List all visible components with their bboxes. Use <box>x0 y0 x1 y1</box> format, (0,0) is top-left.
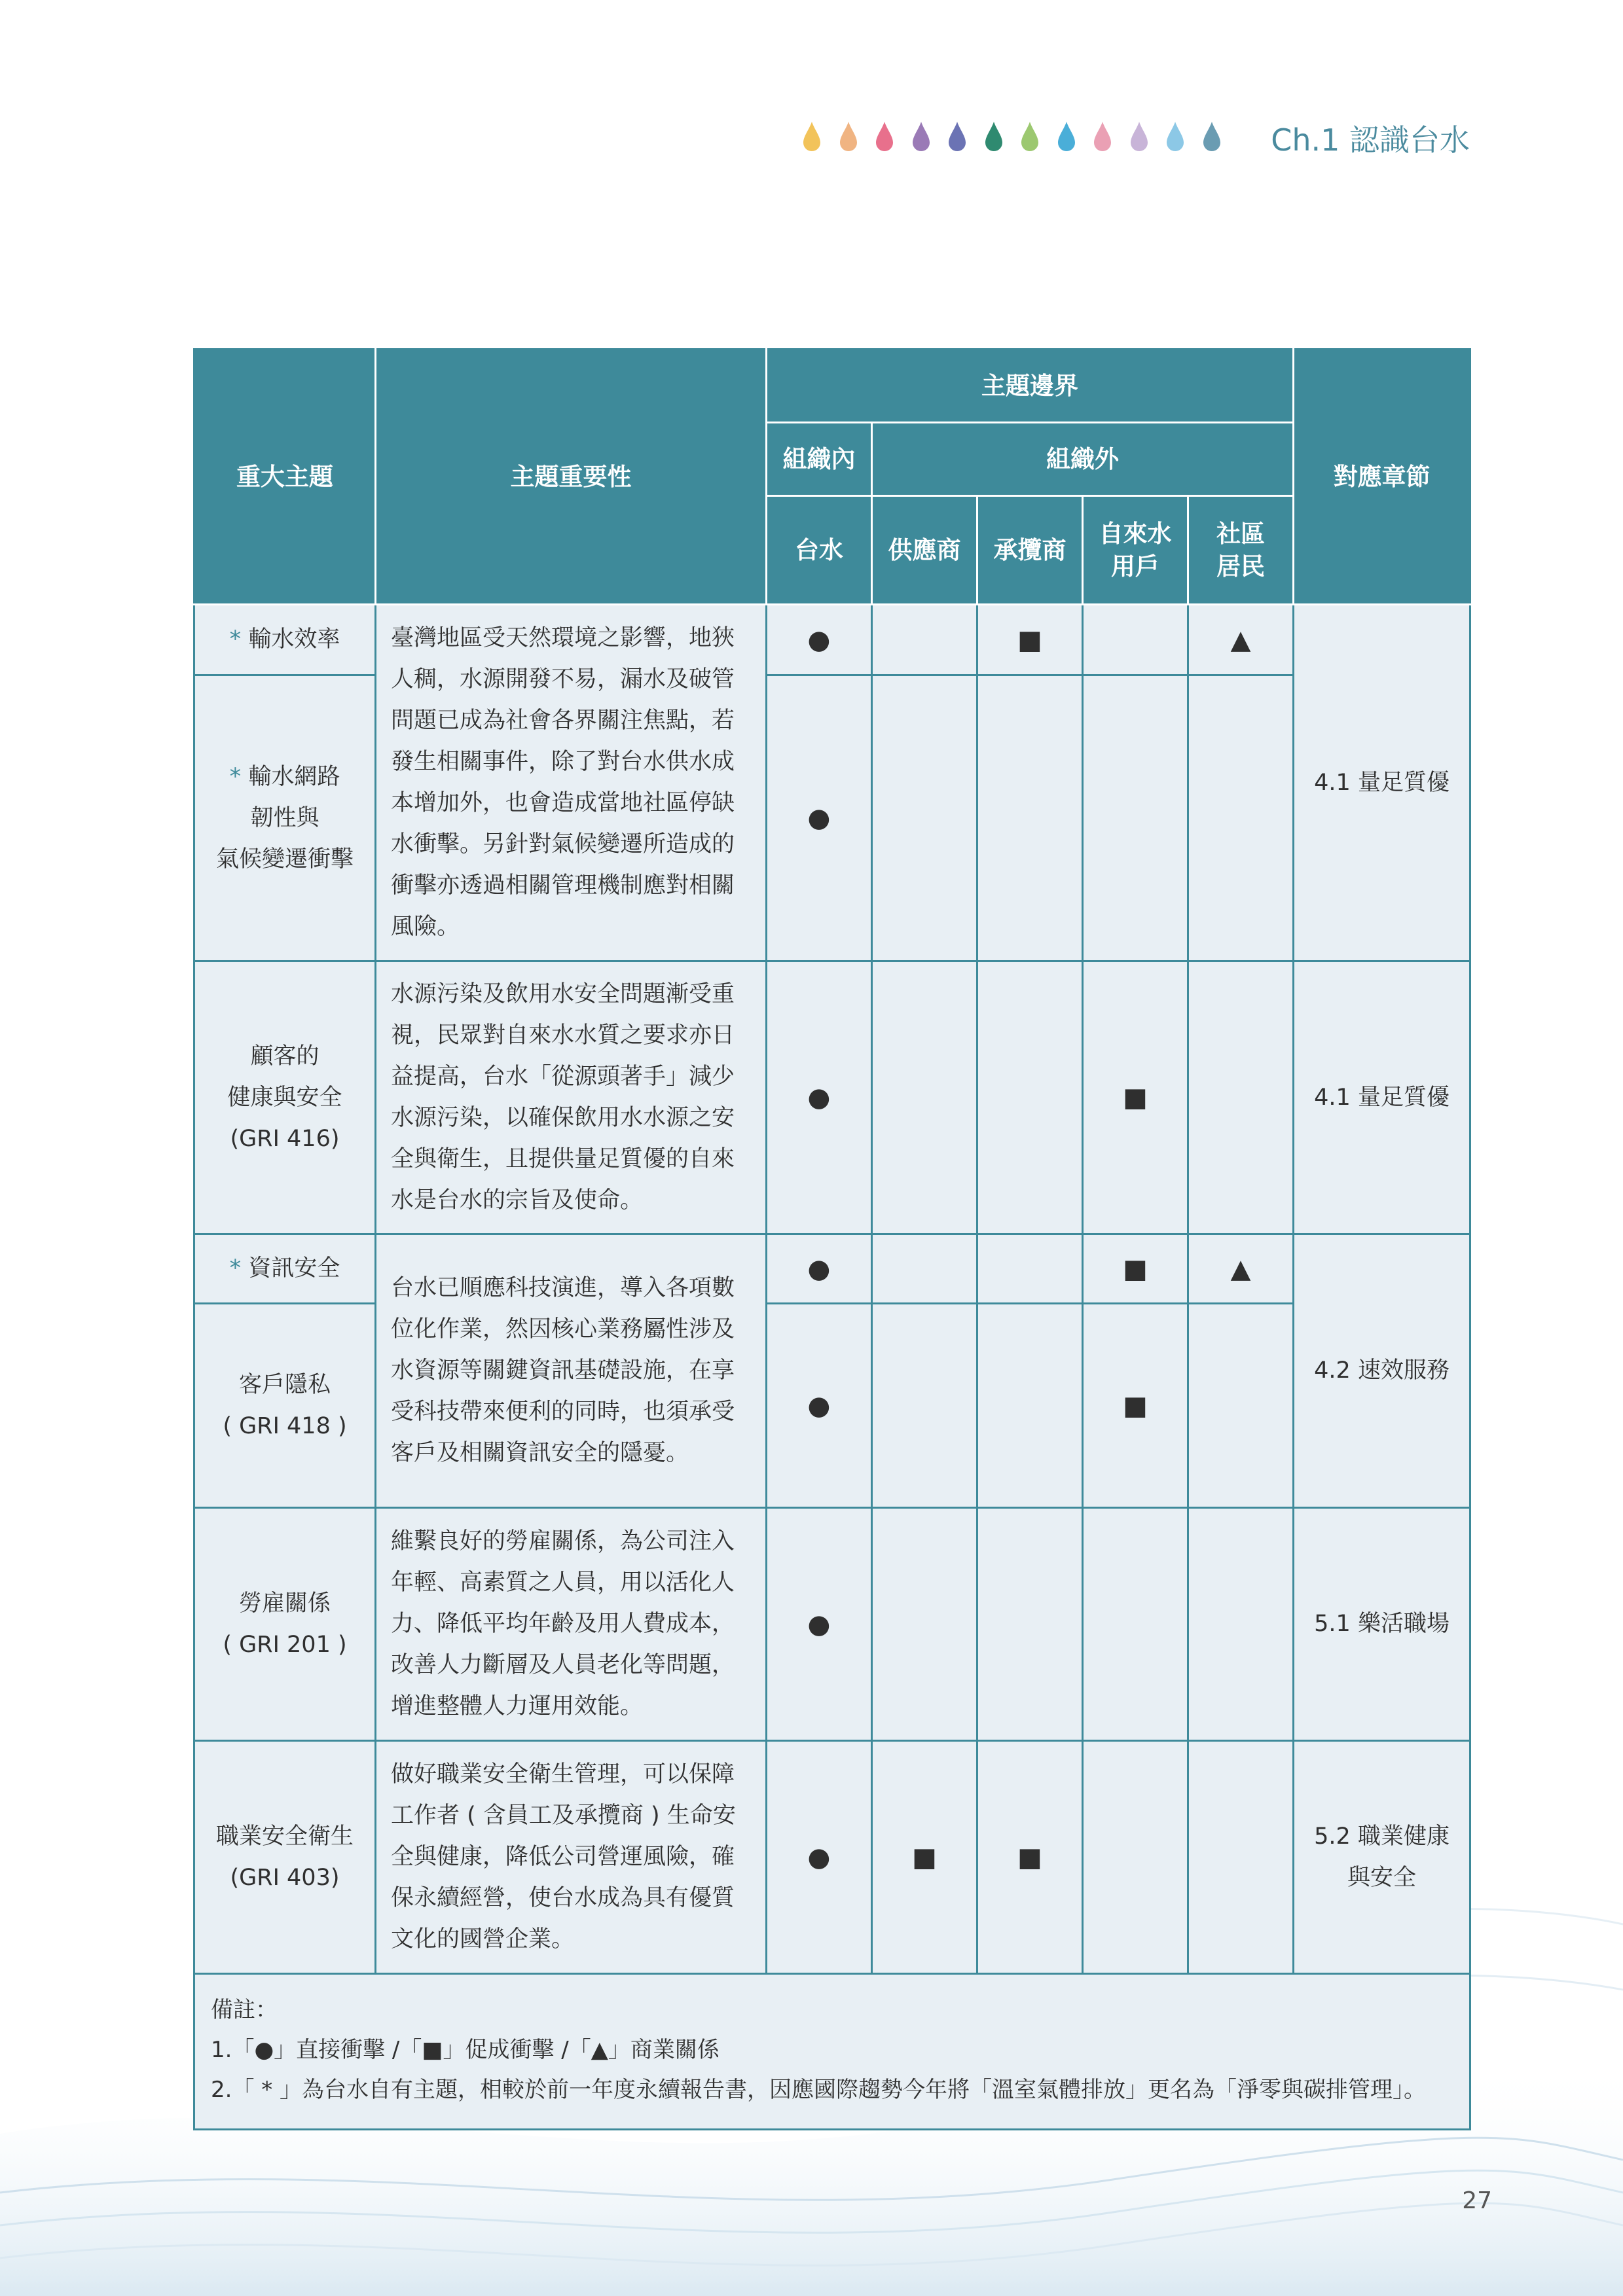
topic-label: 輸水效率 <box>248 626 340 653</box>
importance-description: 臺灣地區受天然環境之影響，地狹人稠，水源開發不易，漏水及破管問題已成為社會各界關注焦點，若發生相關事件，除了對台水供水成本增加外，也會造成當地社區停缺水衝擊。另針對氣候變遷所造成的衝擊亦透過相關管理機制應對相關風險。 <box>376 605 767 961</box>
topic-label: 顧客的 健康與安全 (GRI 416) <box>194 961 376 1234</box>
mark-empty <box>977 675 1083 961</box>
water-drop-icon <box>911 120 931 153</box>
mark-empty <box>1083 1508 1188 1741</box>
mark-empty <box>977 961 1083 1234</box>
mark-circle: ● <box>767 1304 872 1508</box>
water-drop-icon <box>839 120 858 153</box>
mark-circle: ● <box>767 1508 872 1741</box>
mark-square: ■ <box>977 1741 1083 1974</box>
chapter-cell: 4.2 速效服務 <box>1294 1234 1470 1508</box>
topic-label: 資訊安全 <box>248 1255 340 1282</box>
topic-cell <box>194 675 376 961</box>
header-supplier: 供應商 <box>872 496 977 605</box>
water-drop-icon <box>1057 120 1076 153</box>
mark-empty <box>872 1508 977 1741</box>
header-chapter: 對應章節 <box>1294 350 1470 605</box>
page-number: 27 <box>1462 2187 1492 2214</box>
header-users: 自來水 用戶 <box>1083 496 1188 605</box>
header-outside: 組織外 <box>872 423 1294 496</box>
mark-empty <box>977 1234 1083 1304</box>
water-drop-icon <box>875 120 894 153</box>
mark-square: ■ <box>1083 1234 1188 1304</box>
header-residents: 社區 居民 <box>1188 496 1294 605</box>
own-topic-star: * <box>229 1255 242 1282</box>
mark-empty <box>1083 605 1188 675</box>
header-boundary: 主題邊界 <box>767 350 1294 423</box>
header-importance: 主題重要性 <box>376 350 767 605</box>
notes-title: 備註： <box>211 1996 278 2023</box>
mark-empty <box>1083 1741 1188 1974</box>
mark-empty <box>872 675 977 961</box>
chapter-cell: 4.1 量足質優 <box>1294 605 1470 961</box>
topic-label: 客戶隱私 ( GRI 418 ) <box>194 1304 376 1508</box>
mark-empty <box>1188 675 1294 961</box>
importance-description: 做好職業安全衛生管理，可以保障工作者 ( 含員工及承攬商 ) 生命安全與健康，降低公司營運風險，確保永續經營，使台水成為具有優質文化的國營企業。 <box>376 1741 767 1974</box>
topic-label: 輸水網路 韌性與 氣候變遷衝擊 <box>215 763 354 872</box>
own-topic-star: * <box>229 626 242 653</box>
mark-square: ■ <box>872 1741 977 1974</box>
mark-square: ■ <box>1083 961 1188 1234</box>
mark-empty <box>872 961 977 1234</box>
mark-circle: ● <box>767 675 872 961</box>
water-drop-icon <box>1093 120 1112 153</box>
topic-cell <box>194 605 376 675</box>
water-drop-icon <box>1202 120 1222 153</box>
notes-line-1: 1.「●」直接衝擊 /「■」促成衝擊 /「▲」商業關係 <box>211 2036 720 2063</box>
water-drop-icon <box>802 120 822 153</box>
mark-empty <box>1188 1304 1294 1508</box>
color-drops <box>802 120 1221 157</box>
notes-cell <box>194 1974 1470 2130</box>
page-header <box>786 111 1470 164</box>
mark-triangle: ▲ <box>1188 605 1294 675</box>
mark-empty <box>872 605 977 675</box>
material-topics-table <box>193 348 1471 2130</box>
topic-cell <box>194 1234 376 1304</box>
header-inside: 組織內 <box>767 423 872 496</box>
header-contractor: 承攬商 <box>977 496 1083 605</box>
mark-empty <box>872 1304 977 1508</box>
topic-label: 職業安全衛生 (GRI 403) <box>194 1741 376 1974</box>
chapter-cell: 5.2 職業健康 與安全 <box>1294 1741 1470 1974</box>
chapter-cell: 4.1 量足質優 <box>1294 961 1470 1234</box>
importance-description: 台水已順應科技演進，導入各項數位化作業，然因核心業務屬性涉及水資源等關鍵資訊基礎設施，在享受科技帶來便利的同時，也須承受客戶及相關資訊安全的隱憂。 <box>376 1234 767 1508</box>
water-drop-icon <box>984 120 1004 153</box>
mark-empty <box>1188 961 1294 1234</box>
mark-circle: ● <box>767 1234 872 1304</box>
mark-square: ■ <box>977 605 1083 675</box>
chapter-title: Ch.1 認識台水 <box>1271 122 1470 158</box>
notes-line-2: 2.「 * 」為台水自有主題，相較於前一年度永續報告書，因應國際趨勢今年將「溫室氣體排放」更名為「淨零與碳排管理」。 <box>211 2077 1427 2104</box>
mark-square: ■ <box>1083 1304 1188 1508</box>
mark-circle: ● <box>767 605 872 675</box>
header-taiwater: 台水 <box>767 496 872 605</box>
own-topic-star: * <box>229 763 242 790</box>
water-drop-icon <box>1129 120 1149 153</box>
mark-empty <box>977 1304 1083 1508</box>
importance-description: 維繫良好的勞雇關係，為公司注入年輕、高素質之人員，用以活化人力、降低平均年齡及用人費成本，改善人力斷層及人員老化等問題，增進整體人力運用效能。 <box>376 1508 767 1741</box>
importance-description: 水源污染及飲用水安全問題漸受重視，民眾對自來水水質之要求亦日益提高，台水「從源頭著手」減少水源污染，以確保飲用水水源之安全與衛生，且提供量足質優的自來水是台水的宗旨及使命。 <box>376 961 767 1234</box>
mark-circle: ● <box>767 961 872 1234</box>
mark-empty <box>1188 1508 1294 1741</box>
mark-empty <box>872 1234 977 1304</box>
water-drop-icon <box>1020 120 1040 153</box>
mark-empty <box>1188 1741 1294 1974</box>
header-topic: 重大主題 <box>194 350 376 605</box>
mark-circle: ● <box>767 1741 872 1974</box>
water-drop-icon <box>947 120 967 153</box>
mark-triangle: ▲ <box>1188 1234 1294 1304</box>
chapter-cell: 5.1 樂活職場 <box>1294 1508 1470 1741</box>
mark-empty <box>1083 675 1188 961</box>
water-drop-icon <box>1165 120 1185 153</box>
mark-empty <box>977 1508 1083 1741</box>
topic-label: 勞雇關係 ( GRI 201 ) <box>194 1508 376 1741</box>
